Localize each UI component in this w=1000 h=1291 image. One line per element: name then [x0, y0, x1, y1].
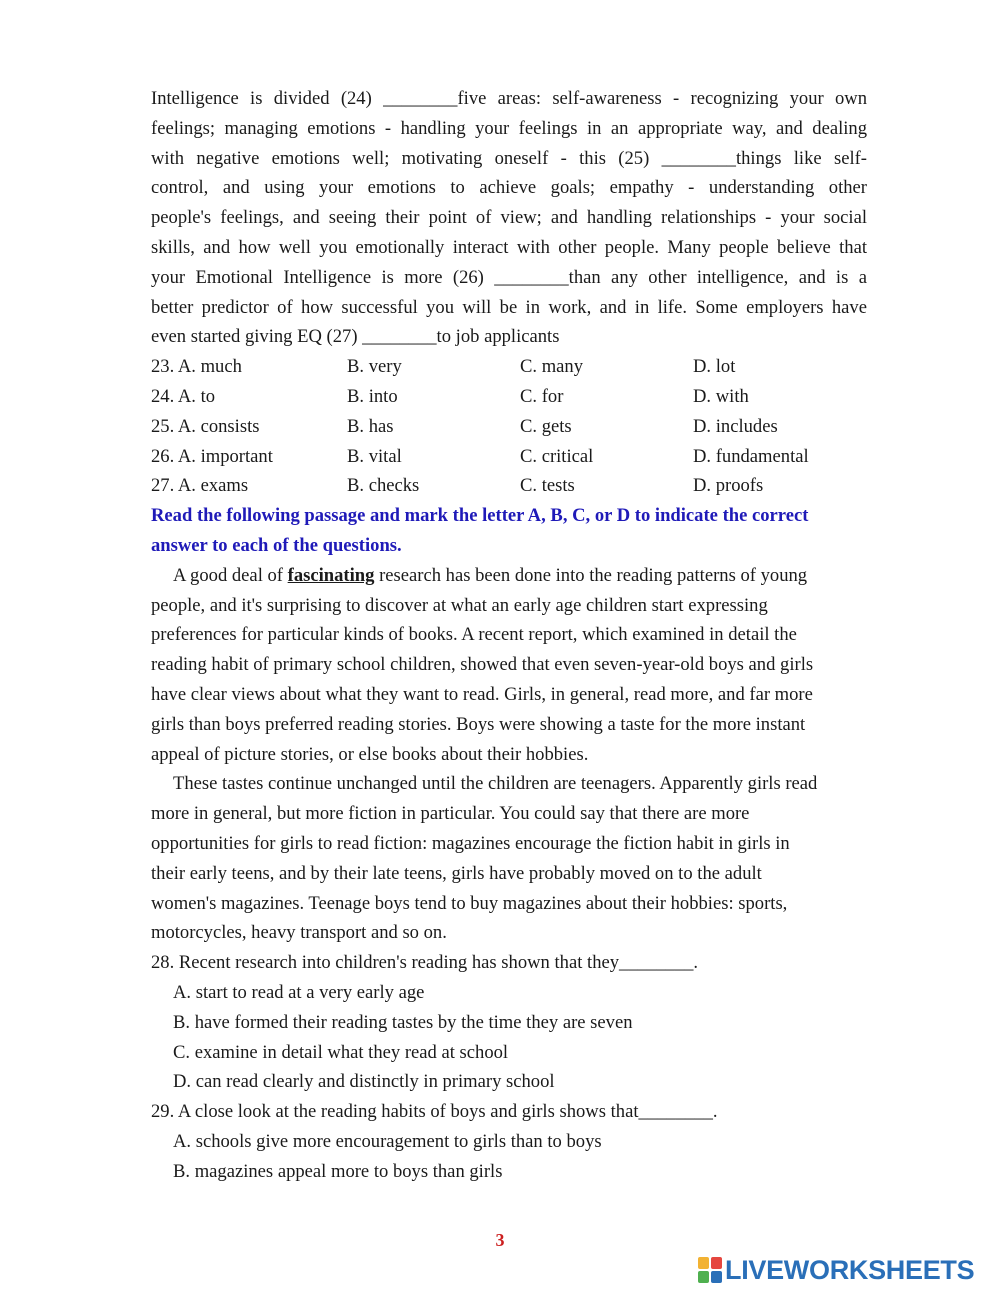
passage-line: feelings; managing emotions - handling your feelings in an appropriate way, and dealing — [151, 117, 867, 139]
answer-choice-a[interactable]: A. start to read at a very early age — [173, 981, 425, 1003]
passage-line: women's magazines. Teenage boys tend to buy magazines about their hobbies: sports, — [151, 892, 788, 914]
keyword-fascinating: fascinating — [287, 564, 375, 586]
option-b[interactable]: B. checks — [347, 475, 420, 497]
page-number: 3 — [495, 1230, 505, 1250]
passage-line: your Emotional Intelligence is more (26) ________than any other intelligence, and is a — [151, 266, 867, 288]
question-29 — [151, 1097, 867, 1186]
passage-line: better predictor of how successful you will be in work, and in life. Some employers have — [151, 296, 867, 318]
instruction-line: Read the following passage and mark the letter A, B, C, or D to indicate the correct — [151, 505, 809, 527]
passage-text: research has been done into the reading patterns of young — [374, 564, 808, 586]
question-28 — [151, 948, 867, 1097]
worksheet-page — [151, 84, 867, 1186]
passage-line: girls than boys preferred reading stories. Boys were showing a taste for the more instant — [151, 713, 806, 735]
passage-reading-habits — [151, 561, 867, 948]
passage-line: with negative emotions well; motivating oneself - this (25) ________things like self- — [151, 147, 867, 169]
answer-choice-b[interactable]: B. have formed their reading tastes by the time they are seven — [173, 1011, 633, 1033]
option-a[interactable]: 23. A. much — [151, 356, 242, 378]
answer-choice-c[interactable]: C. examine in detail what they read at school — [173, 1041, 509, 1063]
option-d[interactable]: D. fundamental — [693, 445, 809, 467]
liveworksheets-logo-icon — [698, 1257, 722, 1283]
question-26-options — [151, 442, 867, 472]
option-b[interactable]: B. vital — [347, 445, 402, 467]
question-27-options — [151, 471, 867, 501]
passage-line: These tastes continue unchanged until the children are teenagers. Apparently girls read — [173, 773, 818, 795]
passage-line: people's feelings, and seeing their point of view; and handling relationships - your social — [151, 207, 867, 229]
option-c[interactable]: C. many — [520, 356, 584, 378]
option-a[interactable]: 26. A. important — [151, 445, 273, 467]
question-stem: 29. A close look at the reading habits of boys and girls shows that________. — [151, 1101, 718, 1123]
passage-line: more in general, but more fiction in particular. You could say that there are more — [151, 803, 750, 825]
liveworksheets-brand[interactable] — [698, 1254, 974, 1286]
answer-choice-b[interactable]: B. magazines appeal more to boys than girls — [173, 1160, 503, 1182]
option-a[interactable]: 25. A. consists — [151, 415, 260, 437]
option-a[interactable]: 24. A. to — [151, 385, 216, 407]
option-c[interactable]: C. tests — [520, 475, 575, 497]
option-c[interactable]: C. critical — [520, 445, 594, 467]
passage-line: reading habit of primary school children, showed that even seven-year-old boys and girls — [151, 654, 814, 676]
question-24-options — [151, 382, 867, 412]
logo-square — [711, 1271, 722, 1283]
option-b[interactable]: B. has — [347, 415, 394, 437]
passage-line: Intelligence is divided (24) ________five areas: self-awareness - recognizing your own — [151, 88, 867, 109]
reading-instruction — [151, 501, 867, 561]
passage-line: control, and using your emotions to achieve goals; empathy - understanding other — [151, 177, 867, 199]
passage-line: appeal of picture stories, or else books about their hobbies. — [151, 743, 589, 765]
options-table — [151, 352, 867, 501]
option-c[interactable]: C. gets — [520, 415, 572, 437]
passage-line: even started giving EQ (27) ________to job applicants — [151, 326, 560, 348]
logo-square — [698, 1257, 709, 1269]
logo-square — [698, 1271, 709, 1283]
option-b[interactable]: B. very — [347, 356, 402, 378]
passage-line: skills, and how well you emotionally interact with other people. Many people believe that — [151, 236, 867, 258]
passage-line: opportunities for girls to read fiction: magazines encourage the fiction habit in girls in — [151, 832, 790, 854]
instruction-line: answer to each of the questions. — [151, 534, 402, 556]
passage-line: motorcycles, heavy transport and so on. — [151, 922, 447, 944]
option-d[interactable]: D. lot — [693, 356, 736, 378]
logo-square — [711, 1257, 722, 1269]
option-a[interactable]: 27. A. exams — [151, 475, 249, 497]
passage-line: have clear views about what they want to read. Girls, in general, read more, and far more — [151, 683, 813, 705]
option-d[interactable]: D. with — [693, 385, 749, 407]
option-c[interactable]: C. for — [520, 385, 564, 407]
passage-line: preferences for particular kinds of books. A recent report, which examined in detail the — [151, 624, 797, 646]
passage-line: their early teens, and by their late teens, girls have probably moved on to the adult — [151, 862, 762, 884]
question-stem: 28. Recent research into children's reading has shown that they________. — [151, 952, 699, 974]
answer-choice-d[interactable]: D. can read clearly and distinctly in primary school — [173, 1071, 555, 1093]
option-d[interactable]: D. proofs — [693, 475, 764, 497]
option-d[interactable]: D. includes — [693, 415, 778, 437]
question-25-options — [151, 412, 867, 442]
passage-line: people, and it's surprising to discover at what an early age children start expressing — [151, 594, 768, 616]
option-b[interactable]: B. into — [347, 385, 398, 407]
brand-name: LIVEWORKSHEETS — [725, 1254, 975, 1285]
passage-emotional-intelligence — [151, 84, 867, 352]
passage-line — [151, 561, 867, 591]
question-23-options — [151, 352, 867, 382]
passage-text: A good deal of — [173, 564, 288, 586]
answer-choice-a[interactable]: A. schools give more encouragement to girls than to boys — [173, 1130, 602, 1152]
